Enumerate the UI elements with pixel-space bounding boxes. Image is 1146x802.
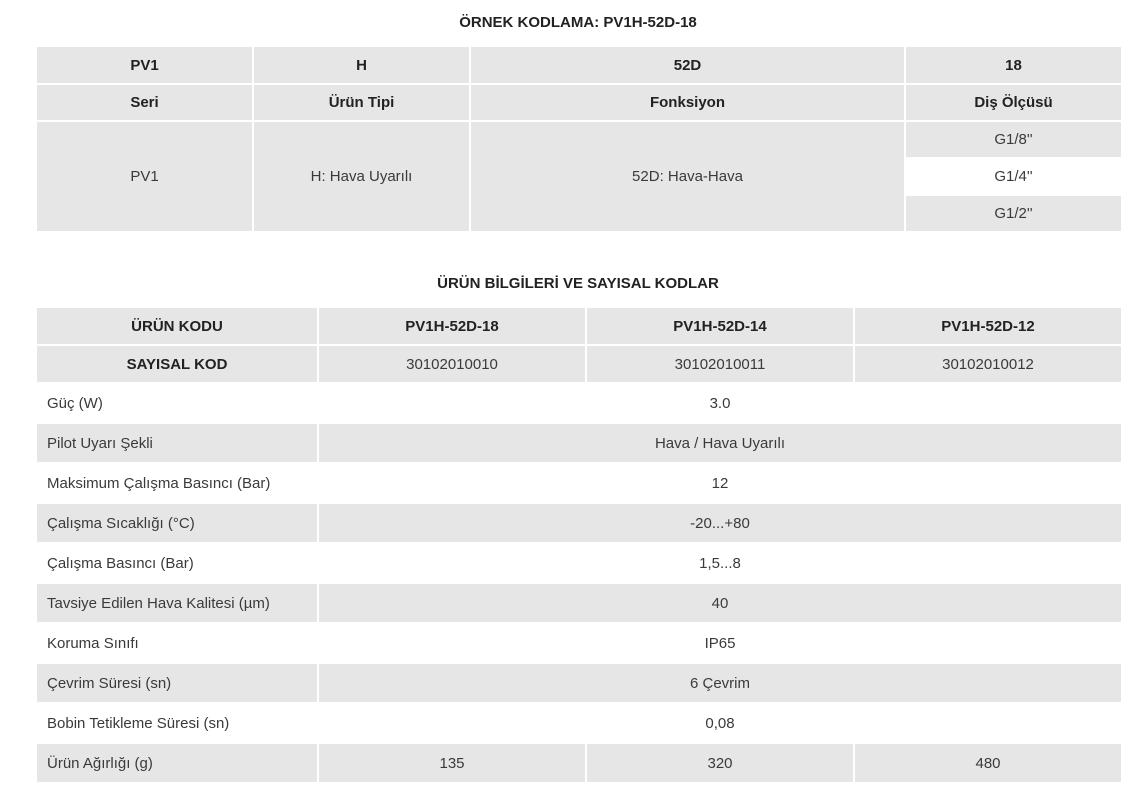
header-dis-olcusu: Diş Ölçüsü (905, 84, 1122, 121)
spec-label: Çalışma Sıcaklığı (°C) (36, 503, 318, 543)
spec-label: Bobin Tetikleme Süresi (sn) (36, 703, 318, 743)
table-row (36, 383, 1122, 423)
numeric-code-label: SAYISAL KOD (36, 345, 318, 383)
spec-value: 12 (318, 463, 1122, 503)
weight-value: 320 (586, 743, 854, 783)
header-urun-tipi: Ürün Tipi (253, 84, 470, 121)
coding-title: ÖRNEK KODLAMA: PV1H-52D-18 (459, 14, 697, 31)
table-row (36, 463, 1122, 503)
coding-table (35, 45, 1123, 233)
table-row (36, 307, 1122, 345)
header-fonksiyon: Fonksiyon (470, 84, 905, 121)
table-row (36, 543, 1122, 583)
spec-label: Koruma Sınıfı (36, 623, 318, 663)
product-code: PV1H-52D-12 (854, 307, 1122, 345)
value-fonksiyon: 52D: Hava-Hava (470, 121, 905, 232)
thread-size-option: G1/8'' (905, 121, 1122, 158)
weight-value: 480 (854, 743, 1122, 783)
table-row (36, 703, 1122, 743)
table-row (36, 345, 1122, 383)
table-row (36, 503, 1122, 543)
spec-label: Güç (W) (36, 383, 318, 423)
info-table (35, 306, 1123, 784)
spec-value: 1,5...8 (318, 543, 1122, 583)
product-code-label: ÜRÜN KODU (36, 307, 318, 345)
numeric-code: 30102010011 (586, 345, 854, 383)
value-seri: PV1 (36, 121, 253, 232)
spec-value: -20...+80 (318, 503, 1122, 543)
table-row (36, 663, 1122, 703)
spec-value: Hava / Hava Uyarılı (318, 423, 1122, 463)
spec-value: 40 (318, 583, 1122, 623)
product-code: PV1H-52D-14 (586, 307, 854, 345)
weight-value: 135 (318, 743, 586, 783)
table-row (36, 743, 1122, 783)
table-row (36, 623, 1122, 663)
weight-label: Ürün Ağırlığı (g) (36, 743, 318, 783)
spec-label: Çalışma Basıncı (Bar) (36, 543, 318, 583)
code-fonksiyon: 52D (470, 46, 905, 84)
spec-label: Pilot Uyarı Şekli (36, 423, 318, 463)
spec-value: 0,08 (318, 703, 1122, 743)
code-urun-tipi: H (253, 46, 470, 84)
code-seri: PV1 (36, 46, 253, 84)
thread-size-option: G1/2'' (905, 195, 1122, 232)
numeric-code: 30102010010 (318, 345, 586, 383)
table-row (36, 583, 1122, 623)
info-title: ÜRÜN BİLGİLERİ VE SAYISAL KODLAR (437, 275, 719, 292)
spec-label: Tavsiye Edilen Hava Kalitesi (µm) (36, 583, 318, 623)
header-seri: Seri (36, 84, 253, 121)
spec-label: Çevrim Süresi (sn) (36, 663, 318, 703)
code-dis-olcusu: 18 (905, 46, 1122, 84)
table-row (36, 423, 1122, 463)
numeric-code: 30102010012 (854, 345, 1122, 383)
thread-size-option: G1/4'' (905, 158, 1122, 195)
product-code: PV1H-52D-18 (318, 307, 586, 345)
spec-label: Maksimum Çalışma Basıncı (Bar) (36, 463, 318, 503)
spec-value: 3.0 (318, 383, 1122, 423)
value-urun-tipi: H: Hava Uyarılı (253, 121, 470, 232)
spec-value: 6 Çevrim (318, 663, 1122, 703)
spec-value: IP65 (318, 623, 1122, 663)
